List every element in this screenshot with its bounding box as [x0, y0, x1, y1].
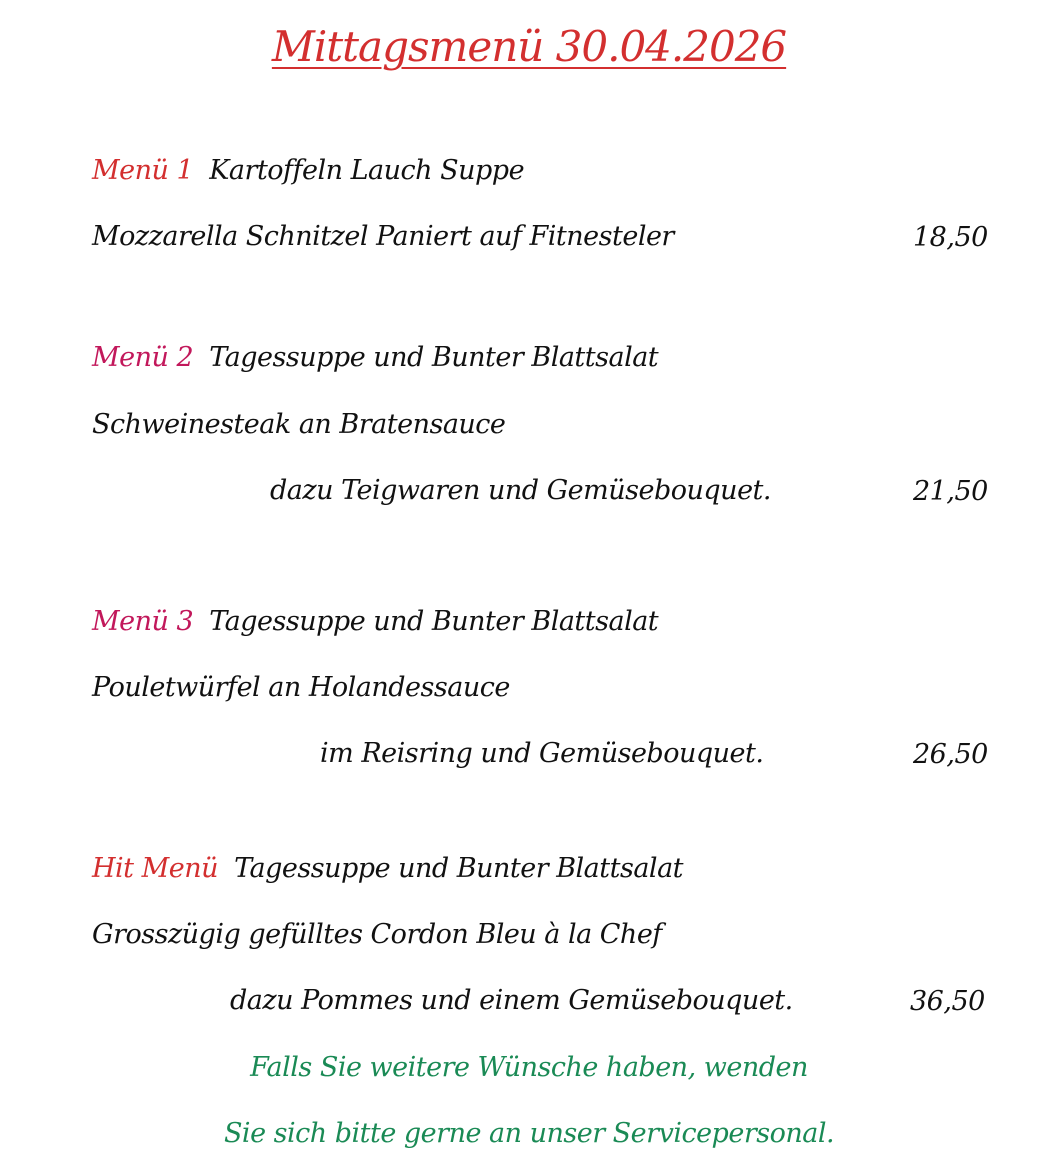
- menu-1-header: [92, 156, 524, 186]
- menu-2-price: 21,50: [913, 476, 988, 507]
- menu-3-price: 26,50: [913, 739, 988, 770]
- footer-line-1: Falls Sie weitere Wünsche haben, wenden: [250, 1052, 808, 1083]
- menu-2-header: [92, 343, 658, 373]
- menu-2-starter: Tagessuppe und Bunter Blattsalat: [209, 342, 659, 373]
- hit-menu-side: dazu Pommes und einem Gemüsebouquet.: [230, 985, 793, 1016]
- menu-3-side: im Reisring und Gemüsebouquet.: [320, 738, 764, 769]
- hit-menu-label: Hit Menü: [92, 853, 219, 884]
- menu-2-label: Menü 2: [92, 342, 194, 373]
- hit-menu-starter: Tagessuppe und Bunter Blattsalat: [234, 853, 684, 884]
- menu-3-label: Menü 3: [92, 606, 194, 637]
- hit-menu-header: [92, 854, 683, 884]
- hit-menu-price: 36,50: [910, 986, 985, 1017]
- menu-3-starter: Tagessuppe und Bunter Blattsalat: [209, 606, 659, 637]
- page-title: Mittagsmenü 30.04.2026: [271, 22, 787, 71]
- menu-1-label: Menü 1: [92, 155, 194, 186]
- footer-line-2: Sie sich bitte gerne an unser Servicepersonal.: [223, 1118, 835, 1149]
- menu-1-main: Mozzarella Schnitzel Paniert auf Fitnesteler: [92, 221, 674, 252]
- menu-2-main: Schweinesteak an Bratensauce: [92, 409, 506, 440]
- menu-1-starter: Kartoffeln Lauch Suppe: [209, 155, 525, 186]
- hit-menu-main: Grosszügig gefülltes Cordon Bleu à la Chef: [92, 919, 662, 950]
- menu-3-header: [92, 607, 658, 637]
- menu-1-price: 18,50: [913, 222, 988, 253]
- menu-3-main: Pouletwürfel an Holandessauce: [92, 672, 510, 703]
- menu-2-side: dazu Teigwaren und Gemüsebouquet.: [270, 475, 771, 506]
